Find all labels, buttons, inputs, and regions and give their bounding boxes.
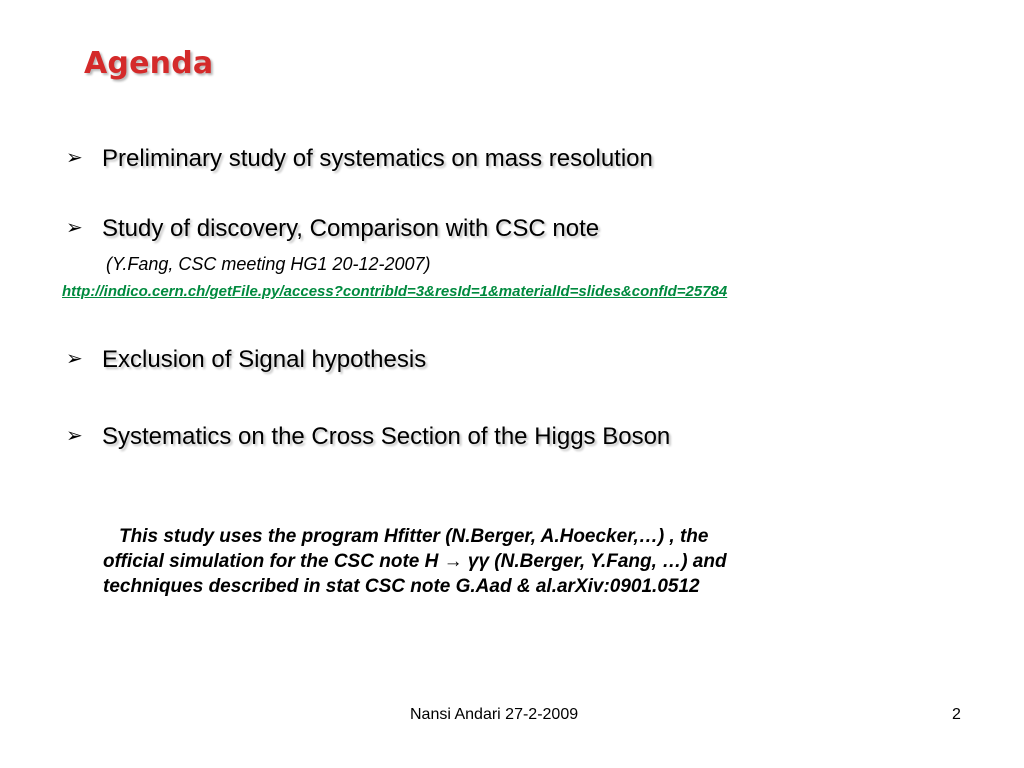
study-note <box>103 524 963 599</box>
note-line: official simulation for the CSC note H → γγ (N.Berger, Y.Fang, …) and <box>103 551 727 572</box>
arrow-bullet-icon: ➢ <box>66 217 83 239</box>
bullet-item <box>66 145 653 173</box>
note-line: techniques described in stat CSC note G.Aad & al.arXiv:0901.0512 <box>103 576 700 597</box>
reference-text: (Y.Fang, CSC meeting HG1 20-12-2007) <box>106 254 431 274</box>
bullet-item <box>66 215 599 243</box>
bullet-text: Study of discovery, Comparison with CSC note <box>102 215 600 242</box>
arrow-bullet-icon: ➢ <box>66 147 83 169</box>
bullet-text: Exclusion of Signal hypothesis <box>102 346 427 373</box>
slide-title: Agenda <box>84 46 214 81</box>
bullet-text: Systematics on the Cross Section of the Higgs Boson <box>102 423 671 450</box>
indico-link[interactable]: http://indico.cern.ch/getFile.py/access?contribId=3&resId=1&materialId=slides&confId=25784 <box>62 283 728 300</box>
bullet-item <box>66 346 426 374</box>
page-number: 2 <box>952 706 961 723</box>
footer-author-date: Nansi Andari 27-2-2009 <box>410 706 579 723</box>
arrow-bullet-icon: ➢ <box>66 348 83 370</box>
bullet-item <box>66 423 670 451</box>
note-line: This study uses the program Hfitter (N.Berger, A.Hoecker,…) , the <box>119 526 709 547</box>
bullet-text: Preliminary study of systematics on mass resolution <box>102 145 653 172</box>
arrow-bullet-icon: ➢ <box>66 425 83 447</box>
